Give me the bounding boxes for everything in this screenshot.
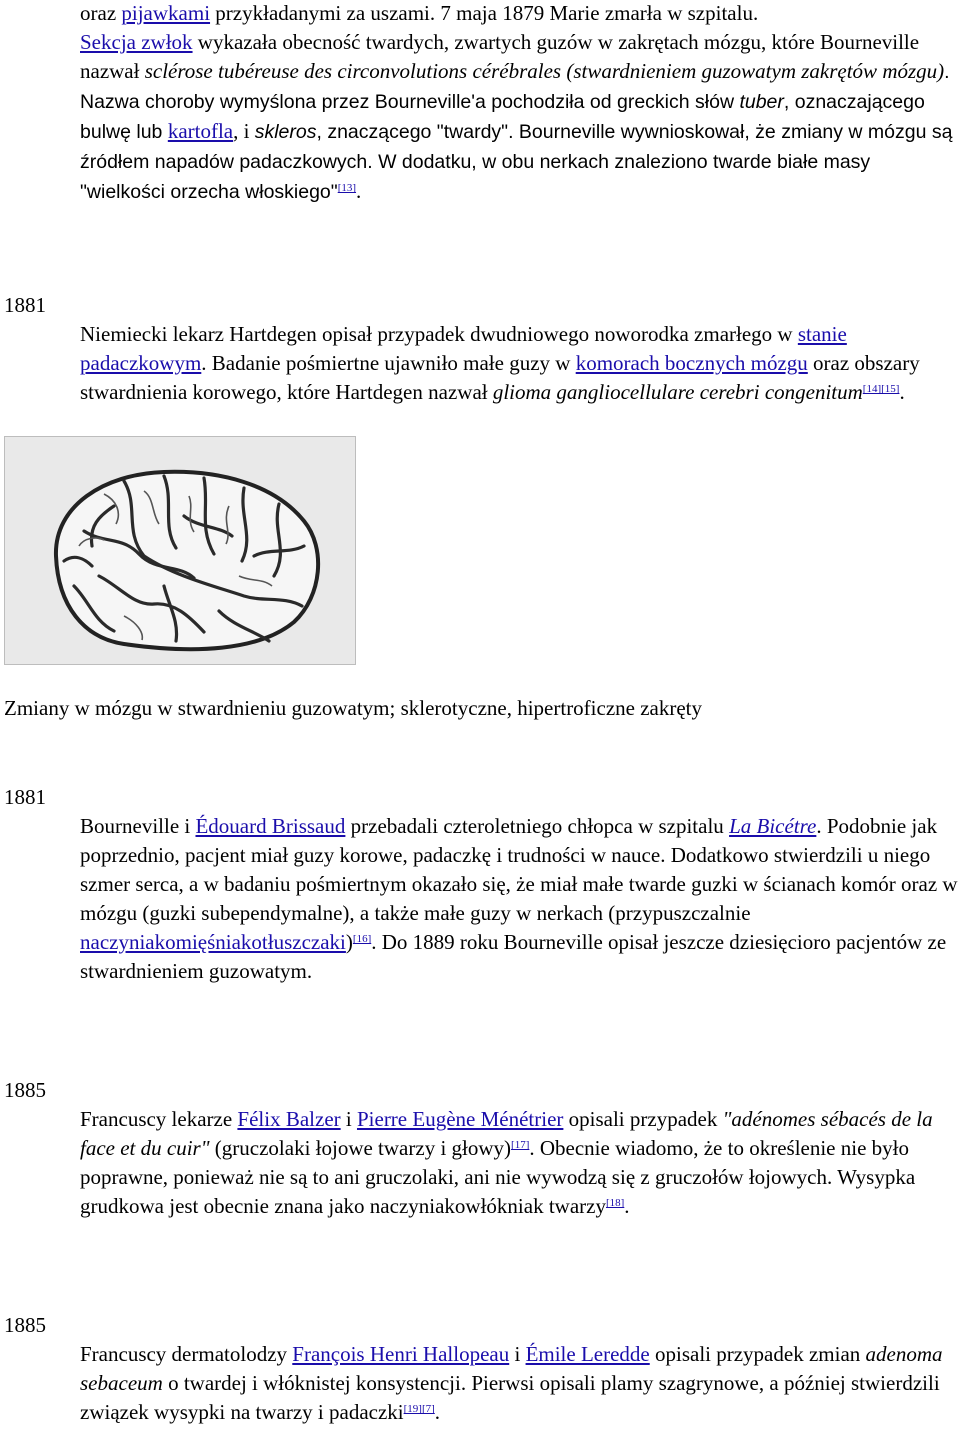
- paragraph-1885-balzer: Francuscy lekarze Félix Balzer i Pierre Eugène Ménétrier opisali przypadek "adénomes sébacés de la face et du cuir" (gruczolaki łojowe twarzy i głowy)[17]. Obecnie wiadomo, że to określenie nie było poprawne, ponieważ nie są to ani gruczolaki, ani nie wywodzą się z gruczołów łojowych. Wysypka grudkowa jest obecnie znana jako naczyniakowłókniak twarzy[18].: [80, 1107, 933, 1218]
- year-1885-hallopeau: 1885: [4, 1313, 46, 1337]
- link-la-bicetre[interactable]: La Bicétre: [729, 814, 817, 838]
- paragraph-1879-continuation: oraz pijawkami przykładanymi za uszami. 7 maja 1879 Marie zmarła w szpitalu. Sekcja zwłok wykazała obecność twardych, zwartych guzów w zakrętach mózgu, które Bourneville nazwał sclérose tubéreuse des circonvolutions cérébrales (stwardnieniem guzowatym zakrętów mózgu). Nazwa choroby wymyślona przez Bourneville'a pochodziła od greckich słów tuber, oznaczającego bulwę lub kartofla, i skleros, znaczącego "twardy". Bourneville wywnioskował, że zmiany w mózgu są źródłem napadów padaczkowych. W dodatku, w obu nerkach znaleziono twarde białe masy "wielkości orzecha włoskiego"[13].: [80, 1, 953, 203]
- link-edouard-brissaud[interactable]: Édouard Brissaud: [195, 814, 346, 838]
- link-naczyniakomiesniakotluszczaki[interactable]: naczyniakomięśniakotłuszczaki: [80, 930, 346, 954]
- paragraph-1881-brissaud: Bourneville i Édouard Brissaud przebadali czteroletniego chłopca w szpitalu La Bicétre. Podobnie jak poprzednio, pacjent miał guzy korowe, padaczkę i trudności w nauce. Dodatkowo stwierdzili u niego szmer serca, a w badaniu pośmiertnym okazało się, że miał małe twarde guzki w ścianach komór oraz w mózgu (guzki subependymalne), a także małe guzy w nerkach (przypuszczalnie naczyniakomięśniakotłuszczaki)[16]. Do 1889 roku Bourneville opisał jeszcze dziesięcioro pacjentów ze stwardnieniem guzowatym.: [80, 814, 958, 983]
- footnote-13[interactable]: [13]: [337, 182, 357, 194]
- link-kartofla[interactable]: kartofla: [167, 119, 234, 143]
- footnote-18[interactable]: [18]: [605, 1197, 625, 1209]
- link-francois-henri-hallopeau[interactable]: François Henri Hallopeau: [292, 1342, 510, 1366]
- year-1881-brissaud: 1881: [4, 785, 46, 809]
- footnote-19-7[interactable]: [19][7]: [403, 1403, 435, 1415]
- figure-caption: Zmiany w mózgu w stwardnieniu guzowatym; sklerotyczne, hipertroficzne zakręty: [4, 696, 703, 720]
- link-felix-balzer[interactable]: Félix Balzer: [237, 1107, 341, 1131]
- year-1881-hartdegen: 1881: [4, 293, 46, 317]
- link-pierre-eugene-menetrier[interactable]: Pierre Eugène Ménétrier: [356, 1107, 564, 1131]
- link-stanie-padaczkowym[interactable]: stanie padaczkowym: [80, 322, 847, 375]
- year-1885-balzer: 1885: [4, 1078, 46, 1102]
- brain-sketch-image: [4, 436, 356, 665]
- link-sekcja-zwlok[interactable]: Sekcja zwłok: [80, 30, 193, 54]
- link-pijawkami[interactable]: pijawkami: [121, 1, 211, 25]
- footnote-14-15[interactable]: [14][15]: [862, 383, 900, 395]
- footnote-17[interactable]: [17]: [511, 1139, 530, 1151]
- link-komorach-bocznych-mozgu[interactable]: komorach bocznych mózgu: [575, 351, 808, 375]
- footnote-16[interactable]: [16]: [352, 933, 372, 945]
- link-emile-leredde[interactable]: Émile Leredde: [525, 1342, 650, 1366]
- paragraph-1881-hartdegen: Niemiecki lekarz Hartdegen opisał przypadek dwudniowego noworodka zmarłego w stanie padaczkowym. Badanie pośmiertne ujawniło małe guzy w komorach bocznych mózgu oraz obszary stwardnienia korowego, które Hartdegen nazwał glioma gangliocellulare cerebri congenitum[14][15].: [80, 322, 920, 404]
- paragraph-1885-hallopeau: Francuscy dermatolodzy François Henri Hallopeau i Émile Leredde opisali przypadek zmian adenoma sebaceum o twardej i włóknistej konsystencji. Pierwsi opisali plamy szagrynowe, a później stwierdzili związek wysypki na twarzy i padaczki[19][7].: [80, 1342, 943, 1424]
